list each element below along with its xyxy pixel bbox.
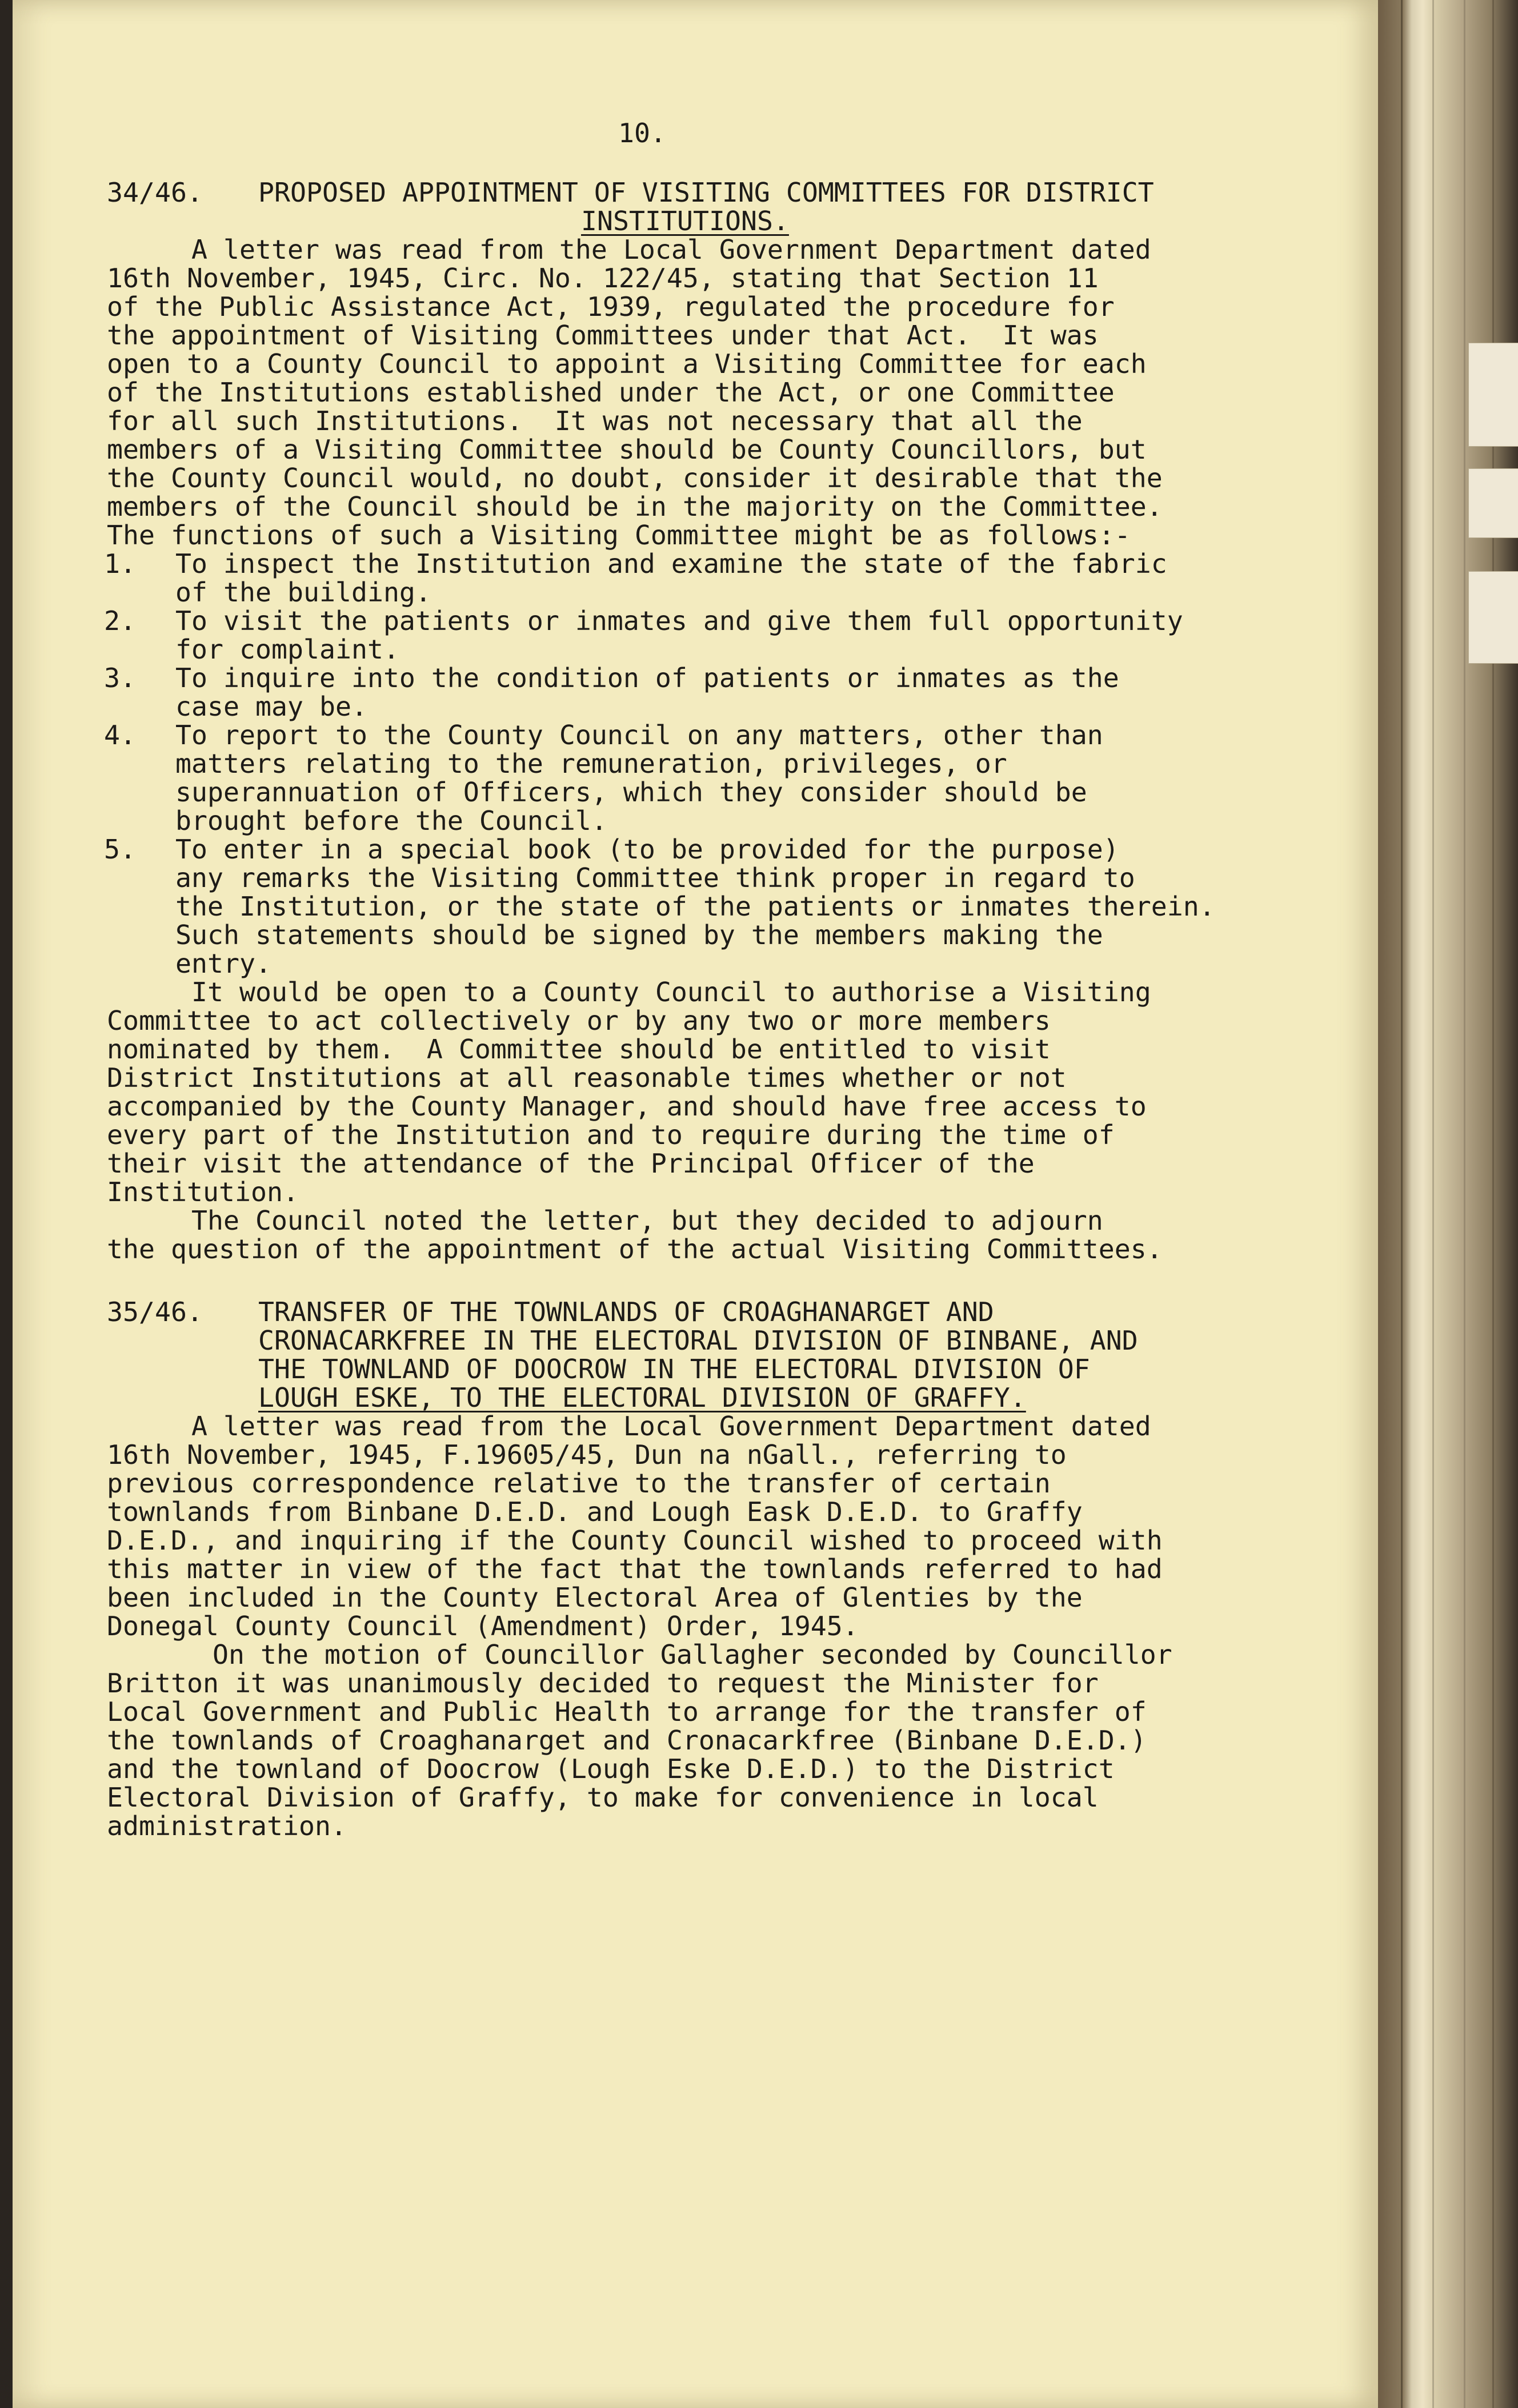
paragraph-line: Britton it was unanimously decided to request the Minister for	[107, 1668, 1099, 1699]
list-item-line: any remarks the Visiting Committee think proper in regard to	[175, 862, 1135, 893]
paragraph-line: On the motion of Councillor Gallagher seconded by Councillor	[213, 1639, 1172, 1670]
paragraph-line: The Council noted the letter, but they decided to adjourn	[191, 1205, 1103, 1236]
paragraph-line: Donegal County Council (Amendment) Order, 1945.	[107, 1611, 859, 1642]
section-heading: TRANSFER OF THE TOWNLANDS OF CROAGHANARGET AND	[258, 1297, 994, 1327]
paragraph-line: of the Public Assistance Act, 1939, regulated the procedure for	[107, 291, 1115, 322]
list-item-line: the Institution, or the state of the patients or inmates therein.	[175, 891, 1215, 922]
paragraph-line: Committee to act collectively or by any two or more members	[107, 1005, 1051, 1036]
list-item-line: matters relating to the remuneration, privileges, or	[175, 748, 1007, 779]
section-heading-cont: INSTITUTIONS.	[581, 206, 789, 236]
paragraph-line: 16th November, 1945, F.19605/45, Dun na nGall., referring to	[107, 1439, 1067, 1470]
list-item-number: 4.	[104, 720, 136, 751]
list-item-number: 5.	[104, 834, 136, 865]
paragraph-line: The functions of such a Visiting Committee might be as follows:-	[107, 520, 1131, 551]
list-item-line: To report to the County Council on any matters, other than	[175, 720, 1103, 751]
list-item-line: brought before the Council.	[175, 805, 607, 836]
paragraph-line: their visit the attendance of the Principal Officer of the	[107, 1148, 1035, 1179]
paragraph-line: this matter in view of the fact that the townlands referred to had	[107, 1554, 1163, 1584]
paragraph-line: open to a County Council to appoint a Visiting Committee for each	[107, 348, 1147, 379]
section-heading: CRONACARKFREE IN THE ELECTORAL DIVISION OF BINBANE, AND	[258, 1325, 1138, 1356]
list-item-number: 2.	[104, 605, 136, 636]
paragraph-line: A letter was read from the Local Government Department dated	[191, 234, 1151, 265]
list-item-line: superannuation of Officers, which they consider should be	[175, 777, 1087, 808]
paragraph-line: 16th November, 1945, Circ. No. 122/45, stating that Section 11	[107, 263, 1099, 294]
list-item-line: Such statements should be signed by the members making the	[175, 920, 1103, 950]
paragraph-line: townlands from Binbane D.E.D. and Lough Eask D.E.D. to Graffy	[107, 1496, 1083, 1527]
paragraph-line: members of the Council should be in the majority on the Committee.	[107, 491, 1163, 522]
section-heading: THE TOWNLAND OF DOOCROW IN THE ELECTORAL DIVISION OF	[258, 1354, 1090, 1384]
paragraph-line: administration.	[107, 1811, 347, 1841]
paragraph-line: members of a Visiting Committee should be County Councillors, but	[107, 434, 1147, 465]
page-tab	[1468, 571, 1518, 664]
document-page	[13, 0, 1378, 2408]
list-item-number: 1.	[104, 548, 136, 579]
list-item-line: for complaint.	[175, 634, 399, 665]
page-tab	[1468, 343, 1518, 447]
paragraph-line: of the Institutions established under the Act, or one Committee	[107, 377, 1115, 408]
paragraph-line: Electoral Division of Graffy, to make for convenience in local	[107, 1782, 1099, 1813]
list-item-line: To inquire into the condition of patients or inmates as the	[175, 663, 1119, 693]
list-item-line: of the building.	[175, 577, 431, 608]
section-heading: PROPOSED APPOINTMENT OF VISITING COMMITTEES FOR DISTRICT	[258, 177, 1154, 208]
paragraph-line: the question of the appointment of the actual Visiting Committees.	[107, 1234, 1163, 1265]
list-item-line: To visit the patients or inmates and give them full opportunity	[175, 605, 1183, 636]
list-item-line: To enter in a special book (to be provided for the purpose)	[175, 834, 1119, 865]
section-number: 35/46.	[107, 1297, 203, 1327]
list-item-number: 3.	[104, 663, 136, 693]
paragraph-line: District Institutions at all reasonable times whether or not	[107, 1062, 1067, 1093]
list-item-line: To inspect the Institution and examine the state of the fabric	[175, 548, 1167, 579]
paragraph-line: previous correspondence relative to the transfer of certain	[107, 1468, 1051, 1499]
section-heading: LOUGH ESKE, TO THE ELECTORAL DIVISION OF GRAFFY.	[258, 1382, 1026, 1413]
paragraph-line: for all such Institutions. It was not necessary that all the	[107, 406, 1083, 436]
paragraph-line: It would be open to a County Council to authorise a Visiting	[191, 977, 1151, 1008]
paragraph-line: every part of the Institution and to require during the time of	[107, 1119, 1115, 1150]
paragraph-line: A letter was read from the Local Government Department dated	[191, 1411, 1151, 1442]
section-number: 34/46.	[107, 177, 203, 208]
paragraph-line: the appointment of Visiting Committees under that Act. It was	[107, 320, 1099, 351]
page-number: 10.	[618, 118, 666, 149]
paragraph-line: nominated by them. A Committee should be entitled to visit	[107, 1034, 1051, 1065]
paragraph-line: Local Government and Public Health to arrange for the transfer of	[107, 1696, 1147, 1727]
page-tab	[1468, 468, 1518, 538]
paragraph-line: been included in the County Electoral Area of Glenties by the	[107, 1582, 1083, 1613]
paragraph-line: Institution.	[107, 1177, 299, 1207]
list-item-line: entry.	[175, 948, 271, 979]
paragraph-line: accompanied by the County Manager, and should have free access to	[107, 1091, 1147, 1122]
paragraph-line: the townlands of Croaghanarget and Cronacarkfree (Binbane D.E.D.)	[107, 1725, 1147, 1756]
paragraph-line: the County Council would, no doubt, consider it desirable that the	[107, 463, 1163, 493]
list-item-line: case may be.	[175, 691, 367, 722]
paragraph-line: and the townland of Doocrow (Lough Eske D.E.D.) to the District	[107, 1753, 1115, 1784]
paragraph-line: D.E.D., and inquiring if the County Council wished to proceed with	[107, 1525, 1163, 1556]
